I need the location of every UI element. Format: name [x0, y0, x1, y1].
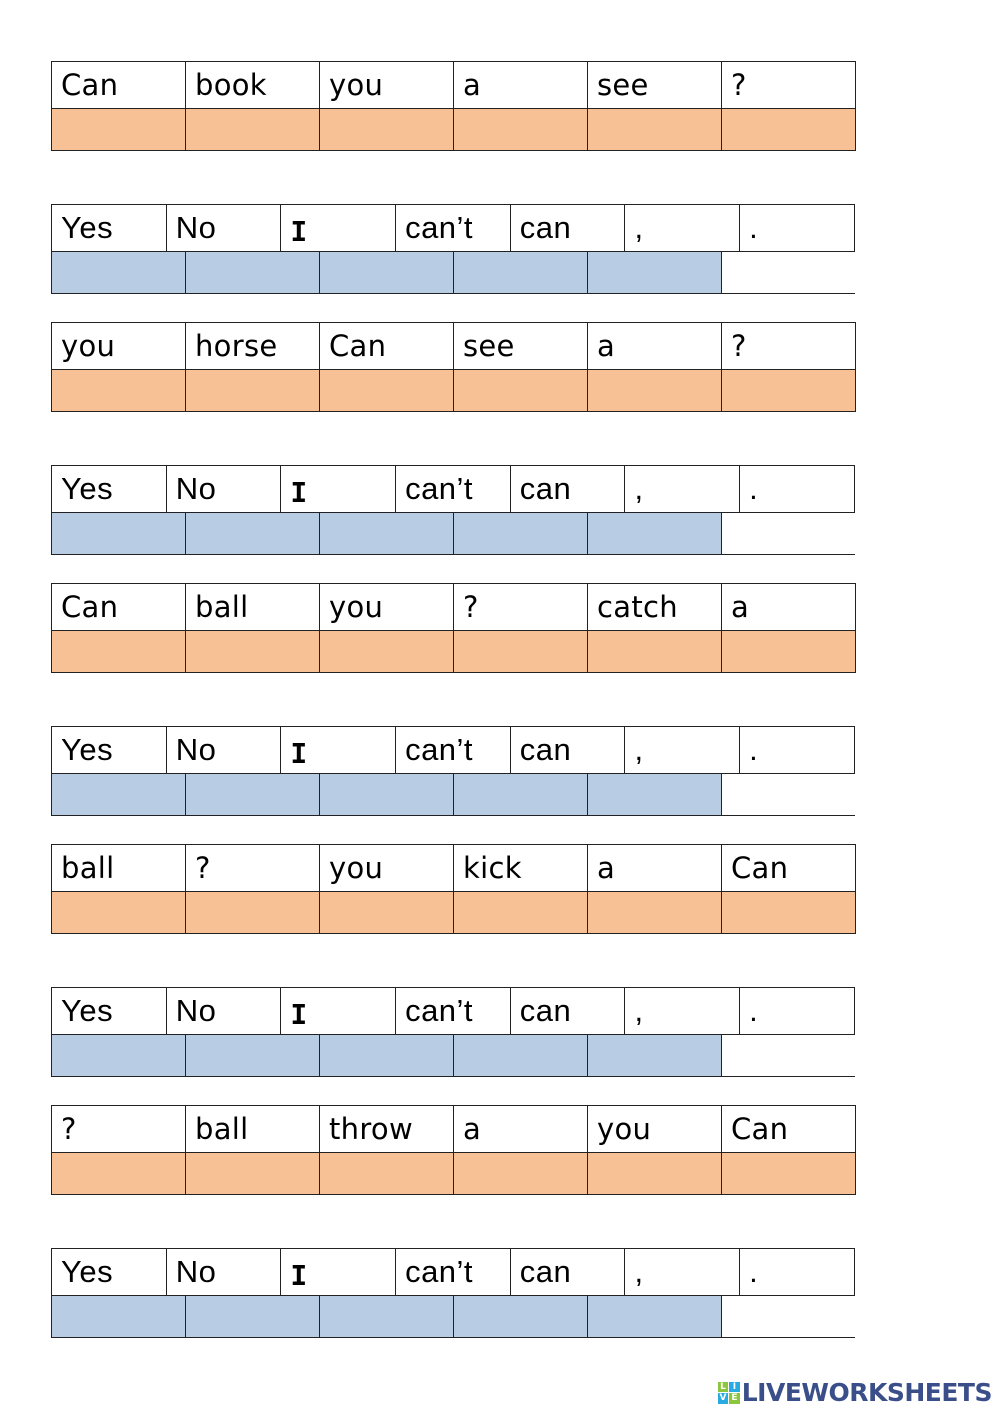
- word-tile[interactable]: throw: [320, 1106, 454, 1152]
- answer-block-4: [51, 987, 855, 1077]
- question-block-2: [51, 322, 856, 412]
- drop-slot[interactable]: [186, 892, 320, 933]
- drop-slot[interactable]: [722, 1153, 856, 1194]
- word-tile[interactable]: Yes: [52, 205, 167, 251]
- word-bank-row: [51, 844, 856, 892]
- word-bank-row: [51, 1248, 855, 1296]
- drop-slot[interactable]: [588, 1035, 722, 1076]
- drop-slot[interactable]: [454, 1153, 588, 1194]
- word-tile[interactable]: can: [511, 988, 626, 1034]
- word-tile[interactable]: catch: [588, 584, 722, 630]
- logo-letter: V: [719, 1393, 727, 1403]
- question-block-3: [51, 583, 856, 673]
- drop-slot[interactable]: [588, 252, 722, 293]
- word-tile[interactable]: ,: [625, 1249, 740, 1295]
- drop-slot[interactable]: [186, 370, 320, 411]
- liveworksheets-logo-icon: [718, 1382, 740, 1404]
- word-tile[interactable]: No: [167, 988, 282, 1034]
- drop-slot[interactable]: [186, 774, 320, 815]
- drop-slot[interactable]: [320, 252, 454, 293]
- word-bank-row: [51, 465, 855, 513]
- drop-slot[interactable]: [52, 1035, 186, 1076]
- drop-slot-row: [51, 892, 856, 934]
- drop-slot-row: [51, 109, 856, 151]
- brand-name: LIVEWORKSHEETS: [741, 1378, 992, 1407]
- answer-block-2: [51, 465, 855, 555]
- drop-slot[interactable]: [722, 109, 856, 150]
- word-tile[interactable]: Can: [52, 62, 186, 108]
- drop-slot-row: [51, 631, 856, 673]
- word-bank-row: [51, 204, 855, 252]
- word-tile[interactable]: Can: [320, 323, 454, 369]
- drop-slot[interactable]: [186, 513, 320, 554]
- drop-slot[interactable]: [320, 774, 454, 815]
- word-tile[interactable]: can’t: [396, 988, 511, 1034]
- logo-letter: L: [718, 1382, 729, 1393]
- drop-slot[interactable]: [588, 1296, 722, 1337]
- word-bank-row: [51, 1105, 856, 1153]
- logo-letter: E: [729, 1393, 740, 1404]
- word-tile[interactable]: can’t: [396, 1249, 511, 1295]
- word-tile[interactable]: a: [588, 323, 722, 369]
- word-tile[interactable]: you: [52, 323, 186, 369]
- drop-slot[interactable]: [588, 370, 722, 411]
- word-tile[interactable]: a: [454, 62, 588, 108]
- word-tile[interactable]: I: [281, 205, 396, 251]
- drop-slot[interactable]: [52, 1153, 186, 1194]
- word-tile[interactable]: see: [454, 323, 588, 369]
- word-tile[interactable]: Yes: [52, 1249, 167, 1295]
- drop-slot[interactable]: [320, 370, 454, 411]
- drop-slot[interactable]: [320, 1035, 454, 1076]
- drop-slot[interactable]: [454, 370, 588, 411]
- drop-slot[interactable]: [186, 1153, 320, 1194]
- word-tile[interactable]: .: [740, 466, 855, 512]
- word-bank-row: [51, 583, 856, 631]
- drop-slot[interactable]: [186, 1296, 320, 1337]
- word-tile[interactable]: ,: [625, 466, 740, 512]
- word-tile[interactable]: ball: [52, 845, 186, 891]
- drop-slot[interactable]: [186, 631, 320, 672]
- word-tile[interactable]: ?: [454, 584, 588, 630]
- question-block-5: [51, 1105, 856, 1195]
- word-tile[interactable]: you: [320, 845, 454, 891]
- word-bank-row: [51, 322, 856, 370]
- word-tile[interactable]: see: [588, 62, 722, 108]
- word-tile[interactable]: Can: [722, 845, 856, 891]
- word-tile[interactable]: a: [454, 1106, 588, 1152]
- drop-slot-row: [51, 774, 855, 816]
- drop-slot[interactable]: [186, 1035, 320, 1076]
- drop-slot-row: [51, 1153, 856, 1195]
- question-block-1: [51, 61, 856, 151]
- drop-slot[interactable]: [454, 1035, 588, 1076]
- word-tile[interactable]: No: [167, 1249, 282, 1295]
- drop-slot[interactable]: [320, 1296, 454, 1337]
- word-tile[interactable]: .: [740, 727, 855, 773]
- word-tile[interactable]: a: [588, 845, 722, 891]
- word-tile[interactable]: you: [588, 1106, 722, 1152]
- word-tile[interactable]: can: [511, 205, 626, 251]
- drop-slot-row: [51, 370, 856, 412]
- answer-block-5: [51, 1248, 855, 1338]
- word-tile[interactable]: kick: [454, 845, 588, 891]
- drop-slot[interactable]: [320, 1153, 454, 1194]
- word-tile[interactable]: can’t: [396, 205, 511, 251]
- drop-slot[interactable]: [52, 370, 186, 411]
- drop-slot[interactable]: [722, 892, 856, 933]
- word-tile[interactable]: Can: [722, 1106, 856, 1152]
- word-tile[interactable]: ?: [722, 62, 856, 108]
- drop-slot[interactable]: [186, 109, 320, 150]
- drop-slot[interactable]: [454, 109, 588, 150]
- word-tile[interactable]: I: [281, 988, 396, 1034]
- word-tile[interactable]: I: [281, 727, 396, 773]
- word-tile[interactable]: book: [186, 62, 320, 108]
- liveworksheets-brand: [718, 1378, 992, 1407]
- drop-slot-row: [51, 1035, 855, 1077]
- word-bank-row: [51, 987, 855, 1035]
- word-tile[interactable]: Can: [52, 584, 186, 630]
- word-tile[interactable]: you: [320, 62, 454, 108]
- drop-slot-row: [51, 513, 855, 555]
- word-tile[interactable]: can’t: [396, 466, 511, 512]
- drop-slot[interactable]: [588, 1153, 722, 1194]
- word-tile[interactable]: can: [511, 727, 626, 773]
- drop-slot[interactable]: [52, 631, 186, 672]
- word-bank-row: [51, 726, 855, 774]
- word-tile[interactable]: can: [511, 466, 626, 512]
- drop-slot[interactable]: [52, 109, 186, 150]
- drop-slot[interactable]: [320, 892, 454, 933]
- drop-slot[interactable]: [454, 631, 588, 672]
- answer-block-3: [51, 726, 855, 816]
- word-tile[interactable]: ,: [625, 988, 740, 1034]
- word-tile[interactable]: ?: [722, 323, 856, 369]
- word-tile[interactable]: I: [281, 466, 396, 512]
- drop-slot-row: [51, 252, 855, 294]
- word-tile[interactable]: No: [167, 466, 282, 512]
- drop-slot[interactable]: [588, 513, 722, 554]
- drop-slot[interactable]: [52, 252, 186, 293]
- word-tile[interactable]: No: [167, 205, 282, 251]
- word-tile[interactable]: .: [740, 988, 855, 1034]
- drop-slot[interactable]: [52, 892, 186, 933]
- word-tile[interactable]: I: [281, 1249, 396, 1295]
- drop-slot[interactable]: [52, 774, 186, 815]
- drop-slot[interactable]: [320, 513, 454, 554]
- drop-slot[interactable]: [588, 892, 722, 933]
- word-tile[interactable]: can: [511, 1249, 626, 1295]
- drop-slot[interactable]: [186, 252, 320, 293]
- word-tile[interactable]: .: [740, 205, 855, 251]
- drop-slot[interactable]: [320, 631, 454, 672]
- word-tile[interactable]: No: [167, 727, 282, 773]
- drop-slot[interactable]: [722, 631, 856, 672]
- drop-slot[interactable]: [454, 892, 588, 933]
- word-tile[interactable]: Yes: [52, 466, 167, 512]
- word-tile[interactable]: horse: [186, 323, 320, 369]
- drop-slot[interactable]: [588, 631, 722, 672]
- word-tile[interactable]: ?: [52, 1106, 186, 1152]
- word-tile[interactable]: Yes: [52, 727, 167, 773]
- question-block-4: [51, 844, 856, 934]
- word-tile[interactable]: Yes: [52, 988, 167, 1034]
- word-tile[interactable]: a: [722, 584, 856, 630]
- drop-slot[interactable]: [588, 109, 722, 150]
- logo-letter: I: [729, 1382, 740, 1393]
- drop-slot-row: [51, 1296, 855, 1338]
- word-bank-row: [51, 61, 856, 109]
- word-tile[interactable]: can’t: [396, 727, 511, 773]
- word-tile[interactable]: ?: [186, 845, 320, 891]
- drop-slot[interactable]: [588, 774, 722, 815]
- word-tile[interactable]: ,: [625, 727, 740, 773]
- drop-slot[interactable]: [454, 1296, 588, 1337]
- drop-slot[interactable]: [454, 252, 588, 293]
- word-tile[interactable]: ball: [186, 584, 320, 630]
- word-tile[interactable]: .: [740, 1249, 855, 1295]
- word-tile[interactable]: you: [320, 584, 454, 630]
- drop-slot[interactable]: [52, 1296, 186, 1337]
- word-tile[interactable]: ball: [186, 1106, 320, 1152]
- drop-slot[interactable]: [320, 109, 454, 150]
- word-tile[interactable]: ,: [625, 205, 740, 251]
- drop-slot[interactable]: [454, 513, 588, 554]
- drop-slot[interactable]: [52, 513, 186, 554]
- drop-slot[interactable]: [454, 774, 588, 815]
- drop-slot[interactable]: [722, 370, 856, 411]
- answer-block-1: [51, 204, 855, 294]
